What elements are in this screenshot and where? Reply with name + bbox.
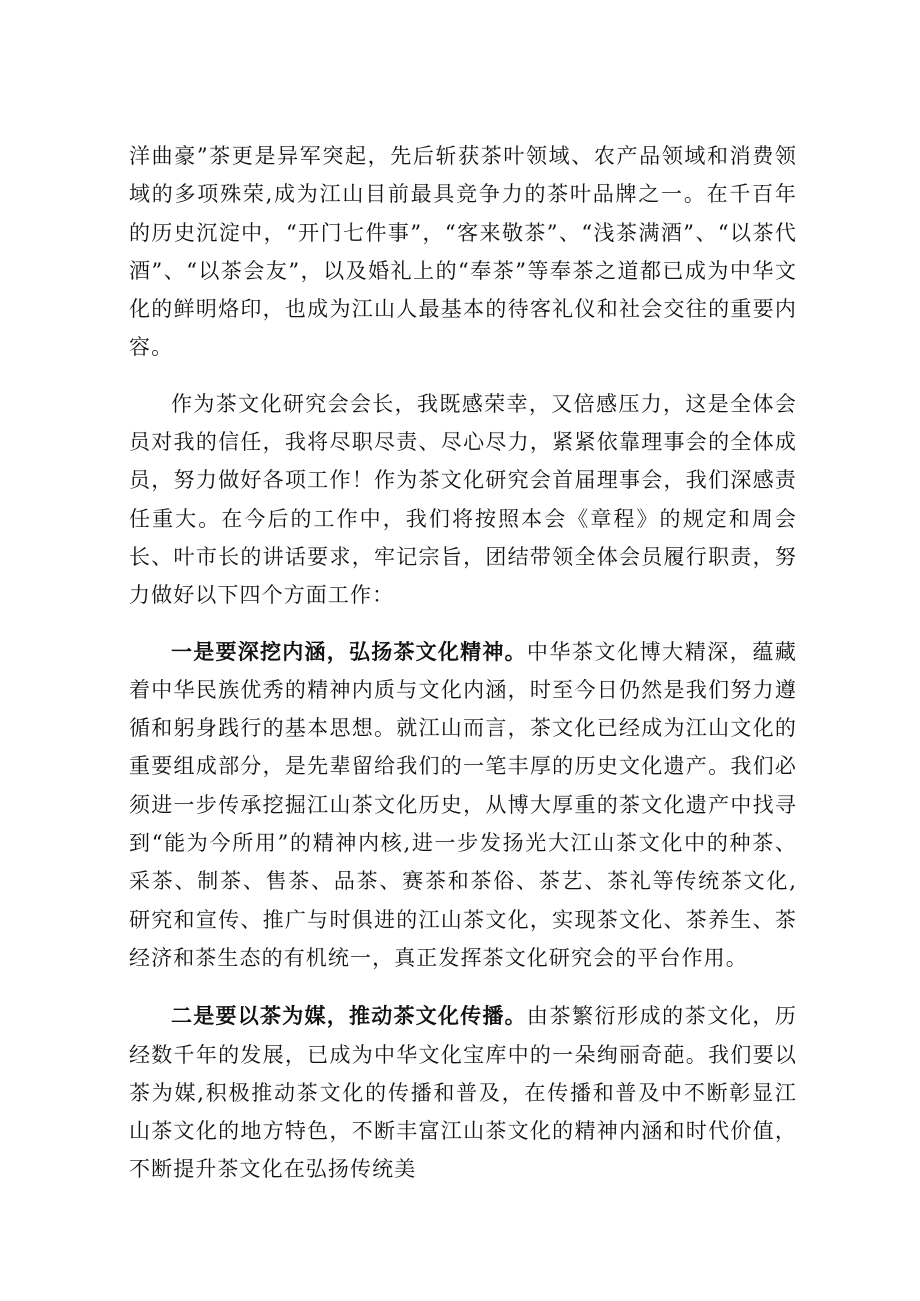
paragraph-lead-heading: 二是要以茶为媒，推动茶文化传播。 xyxy=(171,1004,527,1029)
paragraph-text: 中华茶文化博大精深，蕴藏着中华民族优秀的精神内质与文化内涵，时至今日仍然是我们努力遵循和躬身践行的基本思想。就江山而言，茶文化已经成为江山文化的重要组成部分，是先辈留给我们的一笔丰厚的历史文化遗产。我们必须进一步传承挖掘江山茶文化历史，从博大厚重的茶文化遗产中找寻到“能为今所用”的精神内核,进一步发扬光大江山茶文化中的种茶、采茶、制茶、售茶、品茶、赛茶和茶俗、茶艺、茶礼等传统茶文化,研究和宣传、推广与时俱进的江山茶文化，实现茶文化、茶养生、茶经济和茶生态的有机统一，真正发挥茶文化研究会的平台作用。 xyxy=(129,639,797,970)
paragraph-text: 洋曲豪”茶更是异军突起，先后斩获茶叶领域、农产品领域和消费领域的多项殊荣,成为江山目前最具竞争力的茶叶品牌之一。在千百年的历史沉淀中，“开门七件事”，“客来敬茶”、“浅茶满酒”、“以茶代酒”、“以茶会友”，以及婚礼上的“奉茶”等奉茶之道都已成为中华文化的鲜明烙印，也成为江山人最基本的待客礼仪和社会交往的重要内容。 xyxy=(129,144,797,360)
document-body xyxy=(129,137,797,1189)
paragraph-point-two xyxy=(129,997,797,1188)
paragraph-lead-heading: 一是要深挖内涵，弘扬茶文化精神。 xyxy=(171,639,527,664)
paragraph-continuation xyxy=(129,137,797,367)
paragraph-point-one xyxy=(129,633,797,978)
paragraph-text: 作为茶文化研究会会长，我既感荣幸，又倍感压力，这是全体会员对我的信任，我将尽职尽责、尽心尽力，紧紧依靠理事会的全体成员，努力做好各项工作！作为茶文化研究会首届理事会，我们深感责任重大。在今后的工作中，我们将按照本会《章程》的规定和周会长、叶市长的讲话要求，牢记宗旨，团结带领全体会员履行职责，努力做好以下四个方面工作： xyxy=(129,391,797,608)
paragraph-text: 由茶繁衍形成的茶文化，历经数千年的发展，已成为中华文化宝库中的一朵绚丽奇葩。我们要以茶为媒,积极推动茶文化的传播和普及，在传播和普及中不断彰显江山茶文化的地方特色，不断丰富江山茶文化的精神内涵和时代价值，不断提升茶文化在弘扬传统美 xyxy=(129,1004,797,1182)
paragraph-president-statement xyxy=(129,385,797,615)
